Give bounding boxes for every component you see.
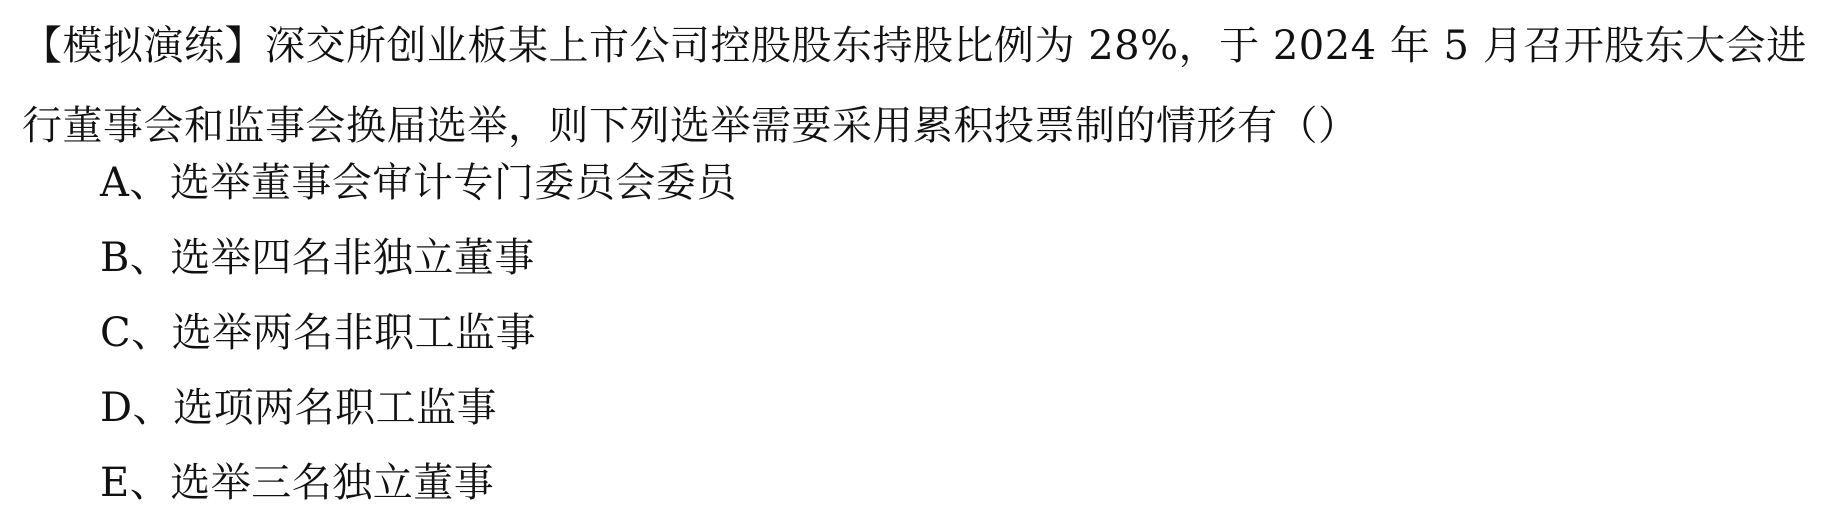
option-a[interactable]: A、选举董事会审计专门委员会委员	[100, 160, 737, 206]
option-c[interactable]: C、选举两名非职工监事	[100, 310, 537, 356]
option-e[interactable]: E、选举三名独立董事	[100, 460, 495, 506]
question-line-2: 行董事会和监事会换届选举，则下列选举需要采用累积投票制的情形有（）	[22, 103, 1359, 149]
option-b[interactable]: B、选举四名非独立董事	[100, 235, 535, 281]
question-line-1: 【模拟演练】深交所创业板某上市公司控股股东持股比例为 28%，于 2024 年 5 月召开股东大会进	[22, 23, 1807, 69]
question-stem	[22, 6, 1822, 166]
option-d[interactable]: D、选项两名职工监事	[100, 385, 498, 431]
options-list	[100, 146, 1700, 521]
